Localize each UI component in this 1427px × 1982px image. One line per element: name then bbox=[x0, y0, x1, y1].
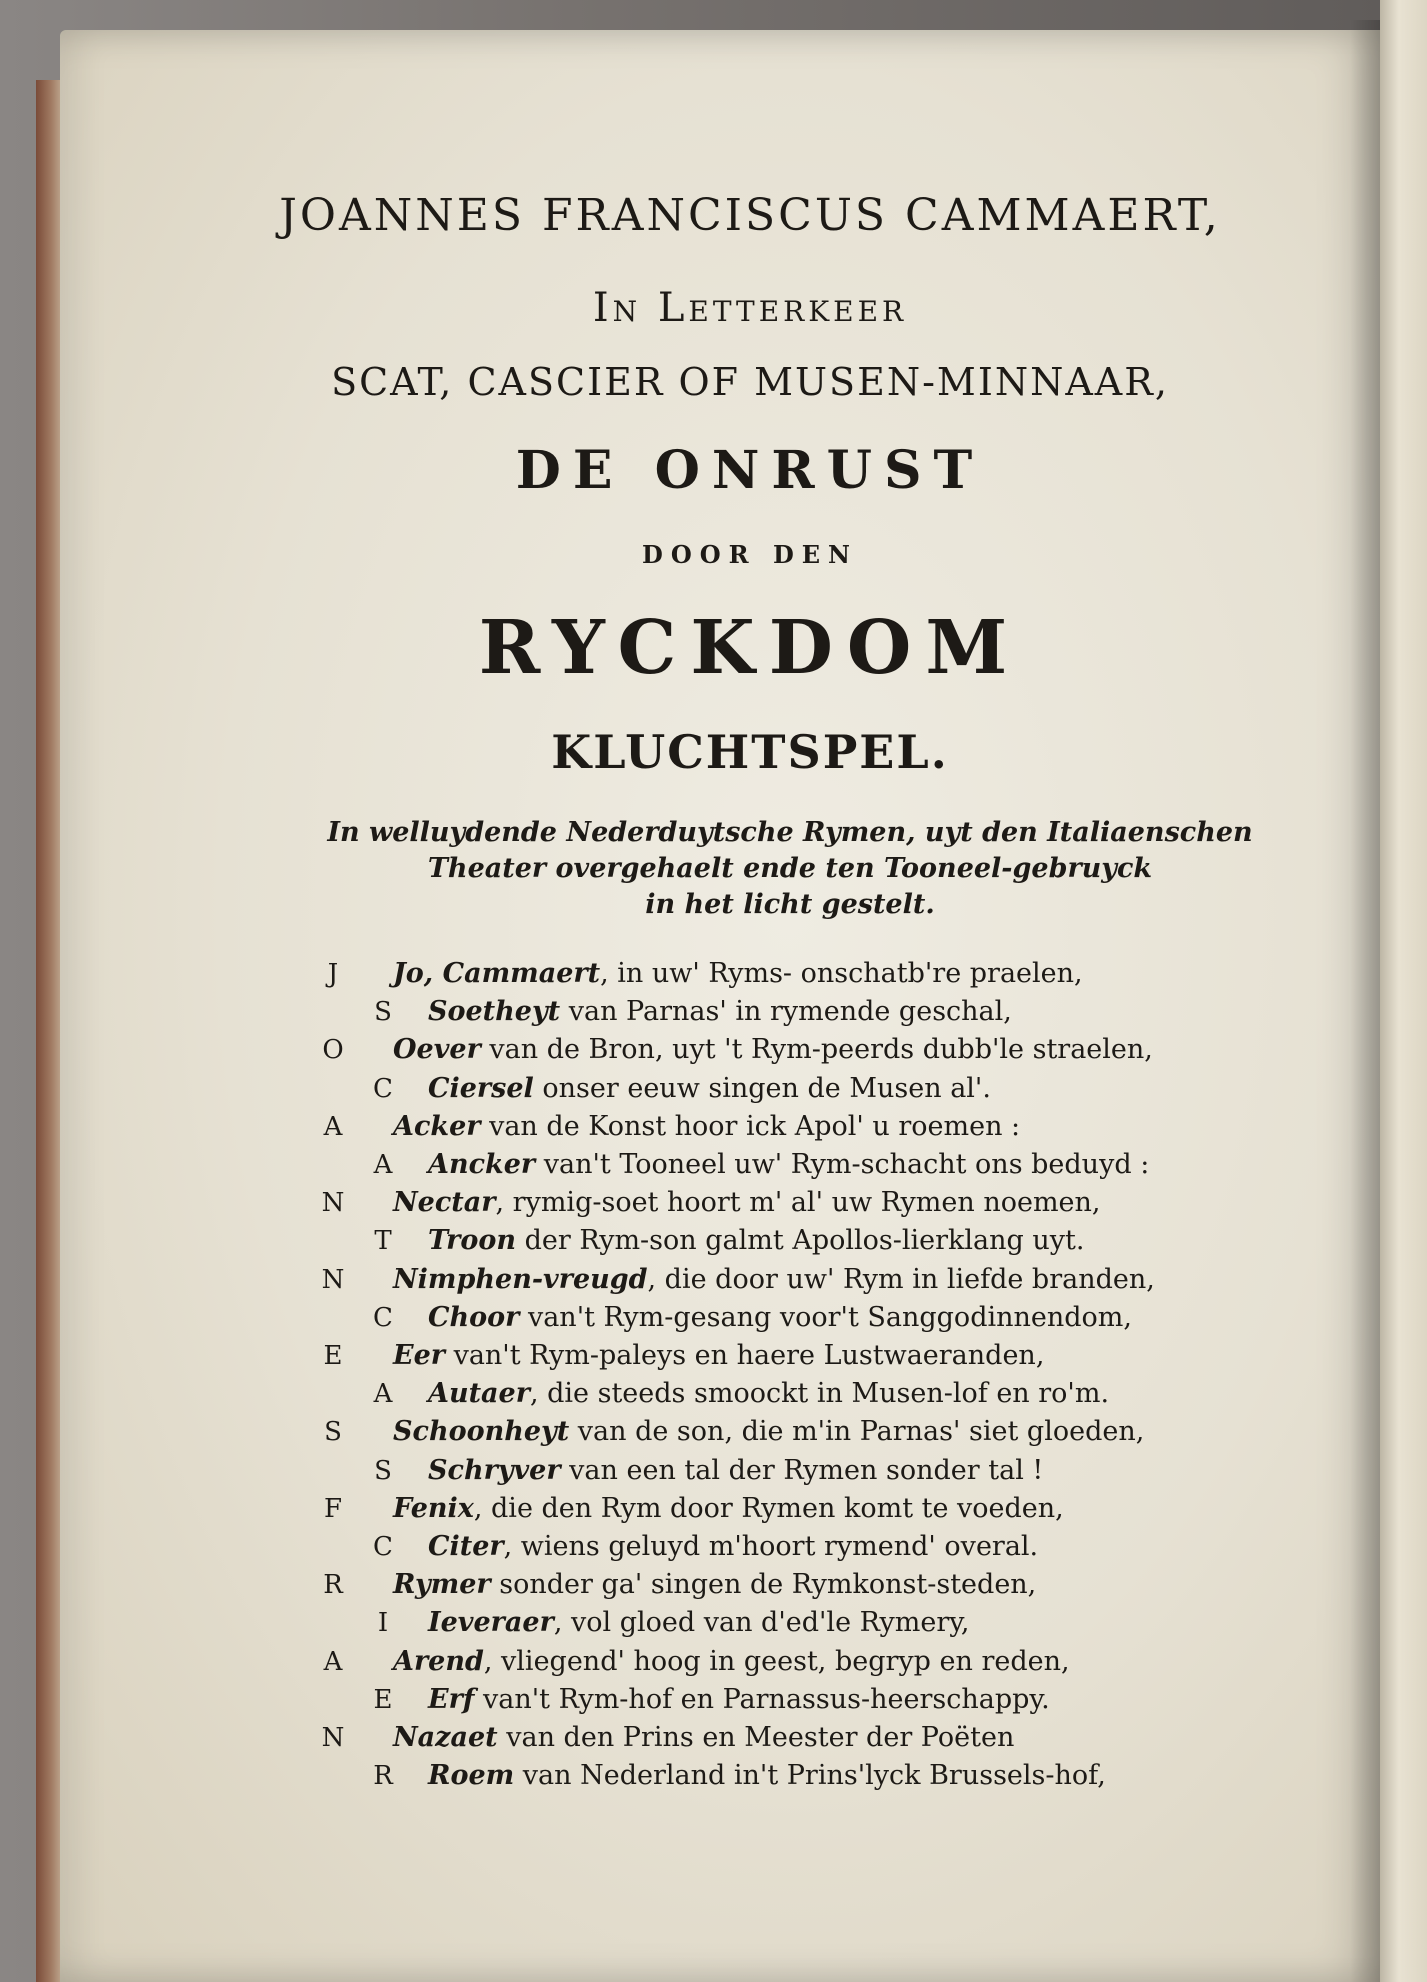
poem-text bbox=[393, 1184, 1101, 1222]
acrostic-letter: C bbox=[373, 1073, 393, 1104]
poem-text bbox=[393, 955, 1083, 993]
poem-keyword: Troon bbox=[428, 1225, 517, 1257]
title-genre: KLUCHTSPEL. bbox=[551, 725, 949, 779]
poem-rest: der Rym-son galmt Apollos-lierklang uyt. bbox=[516, 1225, 1085, 1257]
acrostic-letter: R bbox=[323, 1570, 343, 1601]
poem-rest: , rymig-soet hoort m' al' uw Rymen noemen, bbox=[495, 1187, 1101, 1219]
subtitle-line: In welluydende Nederduytsche Rymen, uyt den Italiaenschen bbox=[327, 817, 1253, 848]
subtitle bbox=[300, 815, 1280, 923]
poem-keyword: Citer bbox=[428, 1531, 504, 1562]
subtitle-line: in het licht gestelt. bbox=[645, 889, 935, 920]
poem-text bbox=[428, 1681, 1050, 1719]
acrostic-letter: N bbox=[321, 1264, 345, 1295]
poem-text bbox=[393, 1490, 1064, 1528]
poem-keyword: Jo, Cammaert bbox=[393, 958, 601, 989]
acrostic-letter: A bbox=[373, 1379, 393, 1410]
acrostic-letter: I bbox=[377, 1608, 389, 1639]
poem-rest: onser eeuw singen de Musen al'. bbox=[533, 1072, 991, 1104]
poem-keyword: Rymer bbox=[393, 1569, 491, 1601]
poem-keyword: Soetheyt bbox=[428, 996, 561, 1028]
poem-keyword: Nazaet bbox=[393, 1722, 498, 1753]
poem-keyword: Fenix bbox=[393, 1492, 474, 1524]
title-author: JOANNES FRANCISCUS CAMMAERT, bbox=[279, 190, 1221, 241]
title-play-line1: DE ONRUST bbox=[515, 440, 985, 501]
poem-text bbox=[393, 1108, 1020, 1146]
poem-rest: van de son, die m'in Parnas' siet gloeden, bbox=[569, 1416, 1145, 1448]
poem-rest: , vol gloed van d'ed'le Rymery, bbox=[553, 1607, 970, 1639]
poem-text bbox=[393, 1031, 1153, 1069]
poem-keyword: Arend bbox=[393, 1645, 484, 1677]
poem-rest: van't Rym-gesang voor't Sanggodinnendom, bbox=[519, 1301, 1132, 1333]
poem-text bbox=[428, 1452, 1043, 1490]
acrostic-letter: E bbox=[323, 1341, 343, 1371]
poem-keyword: Autaer bbox=[428, 1378, 530, 1410]
poem-rest: van Nederland in't Prins'lyck Brussels-hof, bbox=[514, 1760, 1106, 1792]
poem-rest: sonder ga' singen de Rymkonst-steden, bbox=[490, 1569, 1037, 1601]
acrostic-letter: N bbox=[321, 1723, 345, 1753]
poem-rest: van't Rym-paleys en haere Lustwaeranden, bbox=[444, 1340, 1045, 1371]
poem-text bbox=[393, 1566, 1036, 1604]
acrostic-letter: N bbox=[321, 1188, 345, 1219]
poem-keyword: Acker bbox=[393, 1110, 481, 1142]
poem-rest: van een tal der Rymen sonder tal ! bbox=[560, 1454, 1044, 1486]
poem-text bbox=[393, 1337, 1044, 1375]
poem-keyword: Choor bbox=[428, 1301, 520, 1333]
poem-keyword: Nectar bbox=[393, 1187, 496, 1219]
poem-rest: , in uw' Ryms- onschatb're praelen, bbox=[600, 958, 1083, 989]
poem-rest: van de Bron, uyt 't Rym-peerds dubb'le straelen, bbox=[480, 1034, 1153, 1066]
title-anagram: SCAT, CASCIER OF MUSEN-MINNAAR, bbox=[331, 360, 1169, 404]
acrostic-letter: C bbox=[373, 1302, 393, 1333]
poem-text bbox=[428, 1375, 1109, 1413]
poem-keyword: Ciersel bbox=[428, 1072, 534, 1104]
acrostic-letter: A bbox=[323, 1646, 343, 1677]
poem-text bbox=[428, 1299, 1132, 1337]
poem-keyword: Nimphen-vreugd bbox=[393, 1263, 648, 1295]
poem-text bbox=[428, 1757, 1106, 1795]
acrostic-letter: S bbox=[324, 1417, 342, 1448]
poem-rest: , wiens geluyd m'hoort rymend' overal. bbox=[503, 1531, 1039, 1562]
poem-keyword: Schoonheyt bbox=[393, 1416, 570, 1448]
poem-text bbox=[428, 1222, 1084, 1260]
poem-text bbox=[428, 1146, 1149, 1184]
poem-text bbox=[428, 1604, 969, 1642]
acrostic-letter: A bbox=[373, 1150, 393, 1180]
poem-keyword: Eer bbox=[393, 1340, 445, 1371]
poem-keyword: Erf bbox=[428, 1683, 475, 1715]
subtitle-line: Theater overgehaelt ende ten Tooneel-gebruyck bbox=[427, 853, 1153, 884]
acrostic-letter: S bbox=[374, 1455, 392, 1486]
title-play-line2: DOOR DEN bbox=[642, 540, 858, 569]
acrostic-letter: R bbox=[373, 1761, 393, 1792]
facing-page-edge bbox=[1380, 0, 1427, 1982]
acrostic-letter: A bbox=[323, 1111, 343, 1142]
poem-text bbox=[428, 1528, 1038, 1566]
poem-text bbox=[393, 1413, 1144, 1451]
poem-rest: van de Konst hoor ick Apol' u roemen : bbox=[480, 1110, 1021, 1142]
acrostic-letter: C bbox=[373, 1532, 393, 1562]
acrostic-letter: O bbox=[322, 1035, 344, 1066]
poem-rest: van't Rym-hof en Parnassus-heerschappy. bbox=[474, 1683, 1050, 1715]
acrostic-letter: T bbox=[374, 1226, 392, 1257]
poem-rest: , vliegend' hoog in geest, begryp en reden, bbox=[483, 1645, 1070, 1677]
poem-keyword: Ieveraer bbox=[428, 1607, 554, 1639]
acrostic-letter: E bbox=[373, 1684, 393, 1715]
acrostic-letter: S bbox=[374, 997, 392, 1028]
title-anagram-label: In Letterkeer bbox=[592, 285, 908, 331]
poem-text bbox=[393, 1643, 1070, 1681]
poem-text bbox=[393, 1719, 1014, 1757]
poem-keyword: Roem bbox=[428, 1760, 515, 1792]
poem-keyword: Ancker bbox=[428, 1149, 536, 1180]
poem-rest: , die steeds smoockt in Musen-lof en ro'm. bbox=[529, 1378, 1110, 1410]
acrostic-letter: F bbox=[323, 1493, 343, 1524]
poem-rest: van Parnas' in rymende geschal, bbox=[560, 996, 1012, 1028]
poem-rest: van't Tooneel uw' Rym-schacht ons beduyd : bbox=[535, 1149, 1150, 1180]
poem-rest: , die den Rym door Rymen komt te voeden, bbox=[473, 1492, 1064, 1524]
poem-keyword: Oever bbox=[393, 1034, 481, 1066]
poem-text bbox=[393, 1261, 1155, 1299]
poem-text bbox=[428, 1070, 991, 1108]
acrostic-letter: J bbox=[327, 959, 339, 989]
poem-rest: van den Prins en Meester der Poëten bbox=[497, 1722, 1015, 1753]
poem-text bbox=[428, 993, 1012, 1031]
title-play-main: RYCKDOM bbox=[478, 605, 1022, 691]
poem-keyword: Schryver bbox=[428, 1454, 561, 1486]
poem-rest: , die door uw' Rym in liefde branden, bbox=[647, 1263, 1155, 1295]
